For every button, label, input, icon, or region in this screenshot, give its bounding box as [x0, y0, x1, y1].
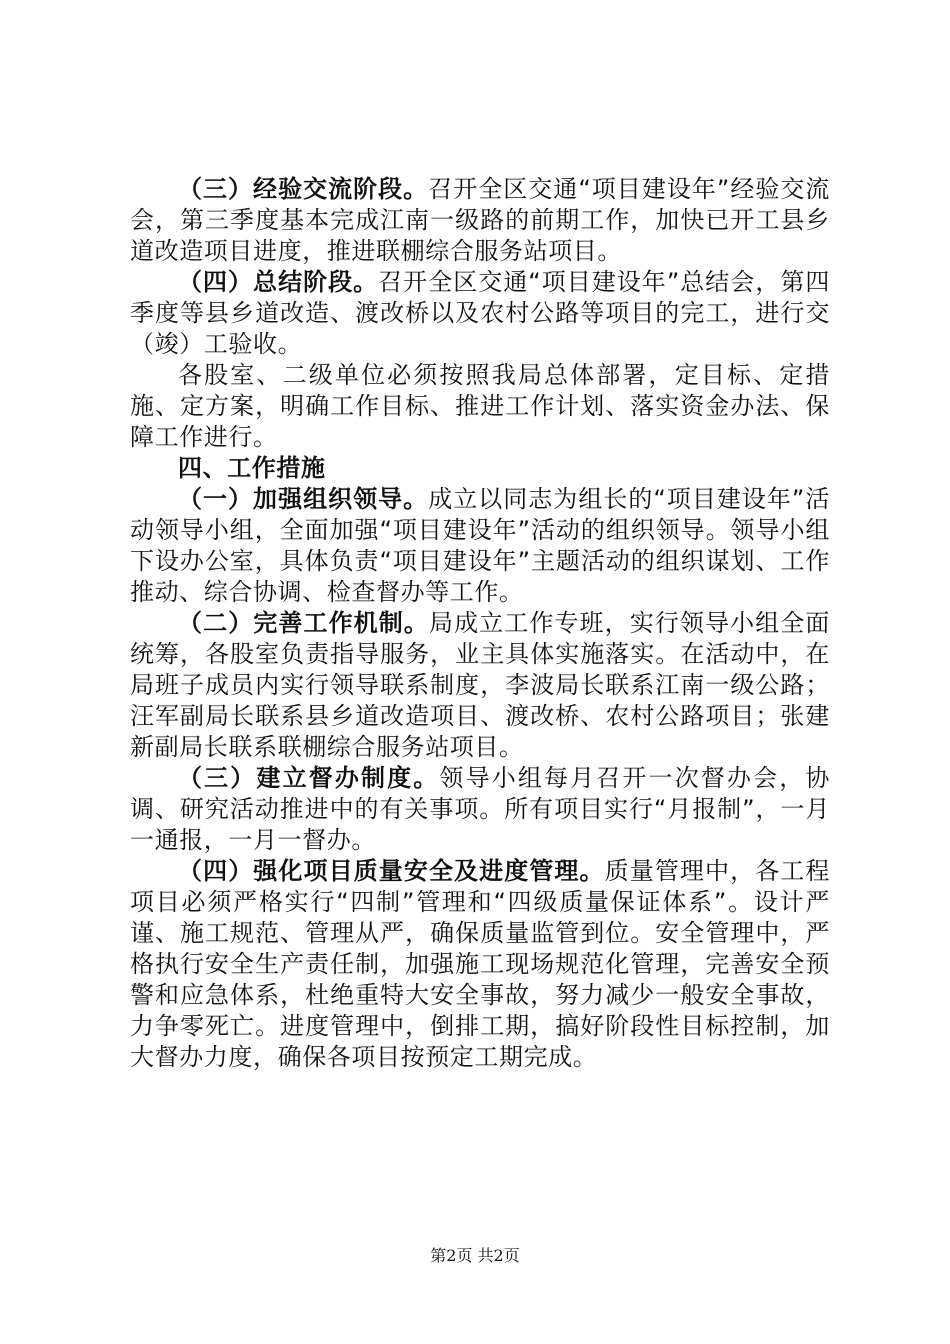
- document-body: [130, 174, 830, 1073]
- measure-text: 领导小组每月召开一次督办会，协调、研究活动推进中的有关事项。所有项目实行“月报制”，一月一通报，一月一督办。: [130, 764, 831, 854]
- measure-lead: （四）强化项目质量安全及进度管理。: [178, 857, 605, 885]
- measure-text: 成立以同志为组长的“项目建设年”活动领导小组，全面加强“项目建设年”活动的组织领导。领导小组下设办公室，具体负责“项目建设年”主题活动的组织谋划、工作推动、综合协调、检查督办等工作。: [130, 485, 830, 606]
- measure-lead: （一）加强组织领导。: [178, 485, 429, 513]
- paragraph-departments: [130, 360, 830, 453]
- measure-lead: （三）建立督办制度。: [178, 764, 440, 792]
- measure-quality-safety: [130, 856, 830, 1073]
- measure-organization: [130, 484, 830, 608]
- paragraph-text: 召开全区交通“项目建设年”经验交流会，第三季度基本完成江南一级路的前期工作，加快已开工县乡道改造项目进度，推进联棚综合服务站项目。: [130, 175, 830, 265]
- paragraph-text: 各股室、二级单位必须按照我局总体部署，定目标、定措施、定方案，明确工作目标、推进工作计划、落实资金办法、保障工作进行。: [130, 361, 830, 451]
- measure-mechanism: [130, 608, 830, 763]
- section-heading: 四、工作措施: [178, 454, 326, 482]
- measure-text: 局成立工作专班，实行领导小组全面统筹，各股室负责指导服务，业主具体实施落实。在活动中，在局班子成员内实行领导联系制度，李波局长联系江南一级公路；汪军副局长联系县乡道改造项目、渡改桥、农村公路项目；张建新副局长联系联棚综合服务站项目。: [130, 609, 831, 761]
- measure-lead: （二）完善工作机制。: [178, 609, 429, 637]
- paragraph-lead: （四）总结阶段。: [178, 268, 379, 296]
- page-number-footer: 第2页 共2页: [430, 1246, 520, 1265]
- measure-supervision: [130, 763, 830, 856]
- paragraph-summary-stage: [130, 267, 830, 360]
- paragraph-text: 召开全区交通“项目建设年”总结会，第四季度等县乡道改造、渡改桥以及农村公路等项目的完工，进行交（竣）工验收。: [130, 268, 830, 358]
- measure-text: 质量管理中，各工程项目必须严格实行“四制”管理和“四级质量保证体系”。设计严谨、施工规范、管理从严，确保质量监管到位。安全管理中，严格执行安全生产责任制，加强施工现场规范化管理，完善安全预警和应急体系，杜绝重特大安全事故，努力减少一般安全事故，力争零死亡。进度管理中，倒排工期，搞好阶段性目标控制，加大督办力度，确保各项目按预定工期完成。: [130, 857, 830, 1071]
- paragraph-experience-exchange: [130, 174, 830, 267]
- paragraph-lead: （三）经验交流阶段。: [178, 175, 429, 203]
